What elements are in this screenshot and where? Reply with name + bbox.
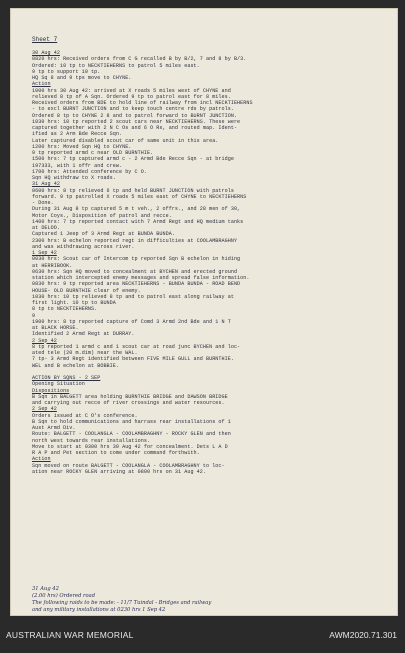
diary-line: Orders issued at C O's conference.: [32, 412, 138, 419]
diary-line: captured together with 2 N C Os and 6 O Rs, and routed map. Ident-: [32, 125, 238, 131]
diary-line: 1900 hrs: 8 tp reported capture of Comd 3 Armd 2nd Bde and 1 N T: [32, 318, 231, 325]
diary-line: 0830 hrs: 9 tp reported area NECKTIEHERNS - BUNDA BUNDA - ROAD BEND: [32, 281, 241, 288]
diary-line: at BLACK HORSE.: [32, 325, 79, 331]
diary-line: 9 tp to support 10 tp.: [32, 68, 101, 75]
diary-line: 9 tp reported armd c near OLD BURNTHIE.: [32, 150, 154, 156]
diary-line: first light. 10 tp to BUNDA: [32, 300, 116, 306]
diary-line: 2 Sep 42: [32, 406, 57, 413]
diary-line: R A P and Pet section to come under command forthwith.: [32, 450, 200, 456]
diary-line: relieved 8 tp of A Sqn. Ordered 9 tp to patrol east for 8 miles.: [32, 93, 231, 100]
diary-line: 30 Aug 42: [32, 50, 60, 56]
diary-line: 31 Aug 42: [32, 181, 60, 188]
diary-line: ation near ROCKY GLEN arriving at 0800 hrs on 31 Aug 42.: [32, 468, 206, 475]
diary-line: Later captured disabled scout car of same unit in this area.: [32, 137, 219, 144]
diary-line: Identified 2 Armd Regt at DURRAY.: [32, 331, 135, 338]
typed-war-diary-text: [32, 50, 388, 475]
diary-line: 0630 hrs: Sqn HQ moved to concealment at BYCHEN and erected ground: [32, 268, 238, 275]
diary-line: Motor Coys., Disposition of patrol and recce.: [32, 212, 172, 219]
diary-line: 8 tp reported 1 armd c and 1 scout car at road junc BYCHEN and loc-: [32, 343, 241, 350]
diary-line: 0030 hrs: Scout car of Intercom tp reported Sqn B echelon in hiding: [32, 256, 241, 263]
diary-line: 0600 hrs: 8 tp relieved 6 tp and held BURNT JUNCTION with patrols: [32, 187, 234, 194]
handwritten-line: and any military installations at 0230 hrs 1 Sep 42: [32, 607, 166, 613]
diary-line: 9: [32, 312, 36, 319]
diary-line: Captured 1 Jeep of 3 Armd Regt at BUNDA BUNDA.: [32, 231, 175, 238]
diary-line: Ordered 8 tp to CHYNE 2 8 and to patrol forward to BURNT JUNCTION.: [32, 112, 238, 119]
diary-line: WEL and B echelon at BOBBIE.: [32, 362, 119, 369]
diary-line: - to excl BURNT JUNCTION and to keep touch centre rds by patrols.: [32, 106, 234, 113]
diary-line: 2300 hrs: B echelon reported regt in difficulties at COOLAMBRAGHNY: [32, 237, 238, 244]
diary-line: station which intercepted enemy messages and spread false information.: [32, 275, 250, 281]
diary-line: ified as 2 Arm Bde Recce Sqn.: [32, 131, 123, 138]
diary-line: 1030 hrs: 10 tp relieved 8 tp and to patrol east along railway at: [32, 293, 234, 300]
diary-line: at DELOO.: [32, 225, 60, 231]
diary-line: Received orders from BDE to hold line of railway from incl NECKTIEHERNS: [32, 100, 253, 106]
diary-line: 1700 hrs: Attended conference by C O.: [32, 168, 147, 175]
diary-line: forward. 9 tp patrolled X roads 5 miles east of CHYNE to NECKTIEHERNS: [32, 193, 247, 200]
handwritten-line: (2.00 hrs) Ordered road: [32, 593, 96, 599]
diary-line: - Done.: [32, 200, 54, 206]
diary-line: Ordered: 10 tp to NECKTIEHERNS to patrol 5 miles east.: [32, 62, 200, 69]
diary-line: Aust Armd Div.: [32, 425, 76, 431]
diary-line: 8 tp to NECKTIEHERNS.: [32, 306, 98, 313]
diary-line: 2 Sep 42: [32, 337, 57, 344]
diary-line: 1500 hrs: 7 tp captured armd c - 2 Armd Bde Recce Sqn - at bridge: [32, 156, 234, 163]
diary-line: HOUSE- OLD BURNTHIE clear of enemy.: [32, 287, 141, 294]
footer-bar: [0, 622, 405, 653]
diary-line: north west towards rear installations.: [32, 437, 151, 444]
diary-line: Sqn HQ withdraw to X roads.: [32, 175, 116, 181]
diary-line: and was withdrawing across river.: [32, 243, 135, 250]
diary-line: HQ Sq 8 and 9 tps move to CHYNE.: [32, 75, 132, 81]
diary-line: B Sqn in BALGETT area holding BURNTHIE BRIDGE and DAWSON BRIDGE: [32, 393, 228, 400]
sheet-title: Sheet 7: [32, 36, 58, 43]
diary-line: Route: BALGETT - COOLANGLA - COOLAMBRAGHNY - ROCKY GLEN and then: [32, 431, 231, 438]
diary-line: 1000 hrs 30 Aug 42: arrived at X roads 5 miles west of CHYNE and: [32, 87, 231, 94]
diary-line: at HERRIBOOK.: [32, 262, 73, 269]
diary-line: Action: [32, 456, 51, 463]
diary-line: Sqn moved on route BALGETT - COOLANGLA - COOLAMBRAGHNY to loc-: [32, 462, 225, 469]
diary-line: 1200 hrs: Moved Sqn HQ to CHYNE.: [32, 143, 132, 150]
handwritten-line: 31 Aug 42: [32, 586, 59, 592]
diary-line: 7 tp- 3 Armd Regt identified between FIVE MILE GULL and BURNTHIE.: [32, 356, 234, 363]
diary-line: During 31 Aug 8 tp captured 5 m t veh., 2 offrs., and 28 men of 30,: [32, 206, 241, 213]
institution-label: AUSTRALIAN WAR MEMORIAL: [6, 630, 134, 640]
handwritten-line: The following raids to be made: - 11/7 Tuindal - Bridges and railway: [32, 600, 212, 606]
diary-line: 197333, with 1 offr and crew.: [32, 162, 123, 169]
diary-line: Dispositions: [32, 387, 70, 394]
diary-line: 1 Sep 42: [32, 250, 57, 256]
diary-line: 1400 hrs: 7 tp reported contact with 7 Armd Regt and HQ medium tanks: [32, 218, 244, 225]
diary-line: B Sqn to hold communications and harrass rear installations of 1: [32, 418, 231, 425]
diary-line: 0820 hrs: Received orders from C G recalled B by B/2, 7 and 8 by B/3.: [32, 56, 247, 63]
diary-line: Action: [32, 81, 51, 88]
diary-line: Opening Situation: [32, 381, 85, 388]
handwritten-annotation: [32, 586, 392, 614]
document-page: [10, 8, 398, 616]
diary-line: and carrying out recce of river crossings and water resources.: [32, 400, 225, 406]
diary-line: Move to start at 0300 hrs 30 Aug 42 for concealment. Dets L A D: [32, 443, 228, 450]
accession-number: AWM2020.71.301: [329, 630, 397, 640]
diary-line: ACTION BY SQNS - 2 SEP: [32, 375, 101, 381]
diary-line: 1030 hrs: 10 tp reported 2 scout cars near NECKTIEHERNS. These were: [32, 118, 241, 125]
diary-line: ated tele (20 m.dim) near the WAL.: [32, 350, 138, 356]
